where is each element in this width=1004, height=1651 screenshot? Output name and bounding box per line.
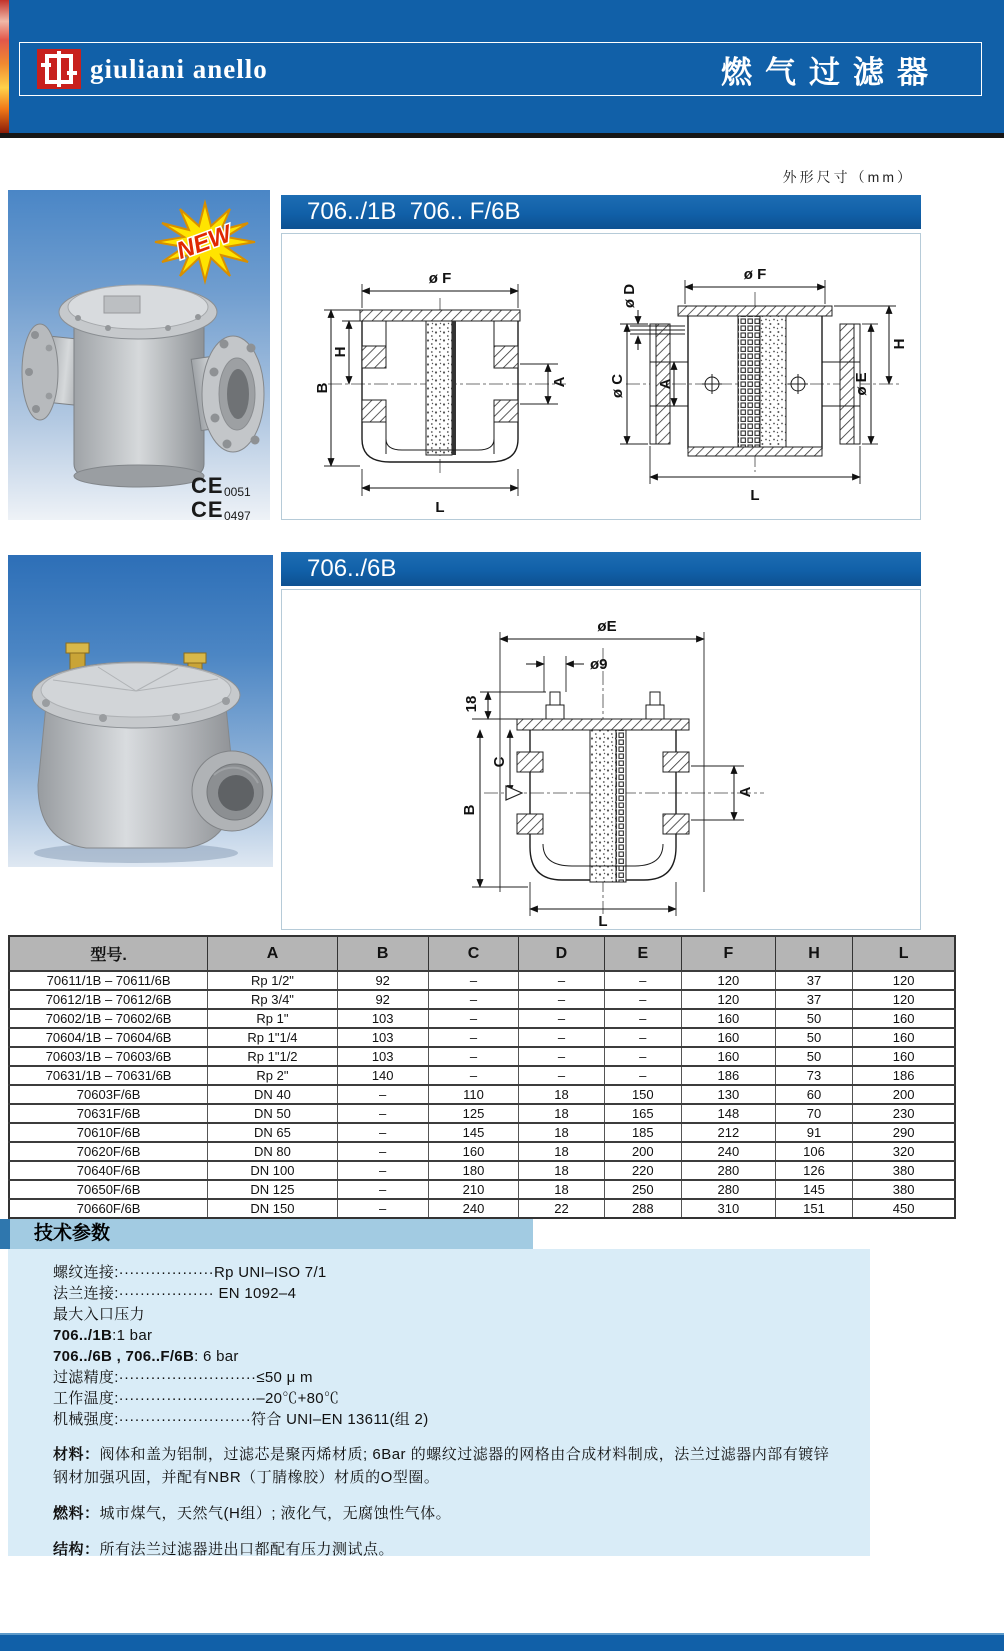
ce-code-2: 0497 [224, 509, 251, 520]
table-row [9, 1104, 955, 1123]
table-row [9, 1085, 955, 1104]
tech-paragraphs [53, 1443, 850, 1561]
cell: – [428, 990, 519, 1009]
section-title-1 [281, 195, 921, 229]
cell: 160 [682, 1028, 776, 1047]
spec-line: 工作温度:··························–20℃+80℃ [53, 1390, 340, 1407]
cell: – [337, 1199, 428, 1218]
brand-name: giuliani anello [90, 53, 268, 84]
ce-icon: CE [191, 497, 224, 520]
cell: 70631/1B – 70631/6B [9, 1066, 208, 1085]
cell: Rp 1"1/2 [208, 1047, 338, 1066]
column-header: H [775, 936, 853, 971]
cell: 37 [775, 990, 853, 1009]
ce-marks [191, 473, 251, 520]
cell: 22 [519, 1199, 604, 1218]
cell: – [428, 1028, 519, 1047]
cell: 380 [853, 1161, 955, 1180]
new-badge-label: NEW [173, 220, 236, 265]
cell: 160 [428, 1142, 519, 1161]
cell: 103 [337, 1028, 428, 1047]
section-title-2 [281, 552, 921, 586]
dim-label: L [750, 487, 760, 504]
dim-label: B [461, 804, 478, 816]
cell: – [337, 1142, 428, 1161]
dim-label: B [314, 382, 331, 394]
dim-label: ø F [743, 266, 767, 283]
cell: – [519, 1066, 604, 1085]
cell: 18 [519, 1104, 604, 1123]
column-header: E [604, 936, 682, 971]
cell: 145 [428, 1123, 519, 1142]
cell: – [428, 1047, 519, 1066]
cell: Rp 1" [208, 1009, 338, 1028]
cell: 50 [775, 1047, 853, 1066]
cell: 70631F/6B [9, 1104, 208, 1123]
brand-logo-icon [37, 49, 81, 89]
column-header: B [337, 936, 428, 971]
product-photo-threaded [8, 555, 273, 867]
cell: 37 [775, 971, 853, 990]
dim-label: ø D [621, 283, 638, 309]
cell: – [337, 1085, 428, 1104]
cell: 212 [682, 1123, 776, 1142]
cell: 210 [428, 1180, 519, 1199]
cell: 70650F/6B [9, 1180, 208, 1199]
dim-label: H [891, 338, 908, 350]
cell: 70 [775, 1104, 853, 1123]
drawing-threaded-filter [290, 234, 590, 519]
dimension-note: 外形尺寸（mm） [782, 169, 914, 185]
table-row [9, 1142, 955, 1161]
cell: 70603/1B – 70603/6B [9, 1047, 208, 1066]
cell: 145 [775, 1180, 853, 1199]
cell: 320 [853, 1142, 955, 1161]
cell: – [519, 990, 604, 1009]
dim-label: A [657, 378, 674, 390]
cell: – [519, 1047, 604, 1066]
cell: 120 [853, 971, 955, 990]
cell: – [428, 1066, 519, 1085]
column-header: L [853, 936, 955, 971]
dim-label: øE [597, 618, 617, 635]
cell: 60 [775, 1085, 853, 1104]
cell: 186 [853, 1066, 955, 1085]
spec-line: 706../6B , 706..F/6B: 6 bar [53, 1348, 239, 1365]
table-row [9, 1066, 955, 1085]
cell: – [337, 1104, 428, 1123]
cell: 140 [337, 1066, 428, 1085]
cell: 280 [682, 1161, 776, 1180]
tech-paragraph: 材料：阀体和盖为铝制，过滤芯是聚丙烯材质; 6Bar 的螺纹过滤器的网格由合成材料制成，法兰过滤器内部有镀锌钢材加强巩固，并配有NBR（丁腈橡胶）材质的O型圈。 [53, 1446, 830, 1486]
cell: 73 [775, 1066, 853, 1085]
table-row [9, 1047, 955, 1066]
cell: Rp 3/4" [208, 990, 338, 1009]
cell: 185 [604, 1123, 682, 1142]
table-row [9, 1028, 955, 1047]
table-row [9, 1199, 955, 1218]
cell: 120 [682, 990, 776, 1009]
dim-label: L [435, 499, 445, 516]
cell: 160 [853, 1009, 955, 1028]
product-photo-flanged [8, 190, 270, 520]
tech-section-title: 技术参数 [10, 1219, 533, 1249]
cell: 120 [853, 990, 955, 1009]
cell: 380 [853, 1180, 955, 1199]
dim-label: ø9 [590, 656, 608, 673]
cell: 200 [853, 1085, 955, 1104]
cell: 50 [775, 1028, 853, 1047]
cell: – [604, 1028, 682, 1047]
cell: – [604, 971, 682, 990]
cell: 160 [853, 1028, 955, 1047]
cell: 92 [337, 990, 428, 1009]
cell: DN 125 [208, 1180, 338, 1199]
cell: 110 [428, 1085, 519, 1104]
column-header: C [428, 936, 519, 971]
cell: DN 100 [208, 1161, 338, 1180]
cell: 18 [519, 1142, 604, 1161]
cell: 70611/1B – 70611/6B [9, 971, 208, 990]
table-header-row [9, 936, 955, 971]
cell: Rp 1/2" [208, 971, 338, 990]
cell: 70620F/6B [9, 1142, 208, 1161]
spec-line: 法兰连接:·················· EN 1092–4 [53, 1285, 297, 1302]
drawing-flanged-filter [600, 234, 912, 519]
spec-line: 最大入口压力 [53, 1306, 145, 1323]
dim-label: C [491, 756, 508, 768]
cell: 18 [519, 1161, 604, 1180]
cell: 250 [604, 1180, 682, 1199]
dim-label: A [737, 786, 754, 798]
tech-paragraph: 结构：所有法兰过滤器进出口都配有压力测试点。 [53, 1541, 395, 1558]
table-row [9, 990, 955, 1009]
flame-strip [0, 0, 9, 133]
cell: – [519, 1028, 604, 1047]
cell: 91 [775, 1123, 853, 1142]
cell: – [519, 1009, 604, 1028]
cell: – [428, 971, 519, 990]
dim-label: ø E [853, 372, 870, 396]
cell: Rp 2" [208, 1066, 338, 1085]
cell: 230 [853, 1104, 955, 1123]
cell: 50 [775, 1009, 853, 1028]
cell: – [604, 1066, 682, 1085]
column-header: A [208, 936, 338, 971]
header-divider [0, 133, 1004, 138]
spec-line: 螺纹连接:··················Rp UNI–ISO 7/1 [53, 1264, 327, 1281]
cell: 151 [775, 1199, 853, 1218]
spec-line: 过滤精度:··························≤50 μ m [53, 1369, 313, 1386]
column-header: D [519, 936, 604, 971]
cell: 70602/1B – 70602/6B [9, 1009, 208, 1028]
table-row [9, 1009, 955, 1028]
dim-label: A [551, 376, 568, 388]
cell: – [337, 1180, 428, 1199]
drawing-threaded-6b [422, 592, 782, 928]
spec-line: 706../1B:1 bar [53, 1327, 153, 1344]
cell: 148 [682, 1104, 776, 1123]
cell: – [604, 1047, 682, 1066]
tech-section-body [8, 1249, 870, 1556]
cell: 120 [682, 971, 776, 990]
dimensions-table [8, 935, 956, 1219]
cell: 310 [682, 1199, 776, 1218]
cell: 125 [428, 1104, 519, 1123]
cell: – [337, 1123, 428, 1142]
table-row [9, 971, 955, 990]
cell: 18 [519, 1085, 604, 1104]
ce-icon: CE [191, 473, 224, 498]
cell: 70640F/6B [9, 1161, 208, 1180]
dim-label: ø F [428, 270, 452, 287]
tech-paragraph: 燃料：城市煤气，天然气(H组）; 液化气，无腐蚀性气体。 [53, 1505, 452, 1522]
cell: 220 [604, 1161, 682, 1180]
cell: 160 [682, 1009, 776, 1028]
cell: 126 [775, 1161, 853, 1180]
cell: 240 [428, 1199, 519, 1218]
cell: 240 [682, 1142, 776, 1161]
cell: 165 [604, 1104, 682, 1123]
drawing-box-1 [281, 233, 921, 520]
spec-table-body [9, 971, 955, 1218]
cell: – [604, 1009, 682, 1028]
cell: 288 [604, 1199, 682, 1218]
cell: – [519, 971, 604, 990]
flanged-filter-image [8, 190, 270, 520]
header-box [19, 42, 982, 96]
table-row [9, 1123, 955, 1142]
cell: DN 65 [208, 1123, 338, 1142]
column-header: F [682, 936, 776, 971]
cell: 18 [519, 1180, 604, 1199]
section-title-1-label: 706../1B 706.. F/6B [307, 198, 521, 225]
table-row [9, 1180, 955, 1199]
spec-line: 机械强度:·························符合 UNI–EN 13611(组 2) [53, 1411, 429, 1428]
cell: DN 80 [208, 1142, 338, 1161]
cell: 280 [682, 1180, 776, 1199]
cell: 130 [682, 1085, 776, 1104]
column-header: 型号. [9, 936, 208, 971]
spec-lines [53, 1262, 850, 1430]
footer-bar [0, 1633, 1004, 1651]
cell: – [428, 1009, 519, 1028]
cell: 186 [682, 1066, 776, 1085]
cell: – [604, 990, 682, 1009]
dim-label: H [332, 346, 349, 358]
cell: DN 50 [208, 1104, 338, 1123]
cell: 290 [853, 1123, 955, 1142]
cell: 70610F/6B [9, 1123, 208, 1142]
cell: 450 [853, 1199, 955, 1218]
cell: – [337, 1161, 428, 1180]
dim-label: ø C [609, 373, 626, 399]
header-band [9, 0, 1004, 133]
section-title-2-label: 706../6B [307, 555, 397, 582]
cell: 70603F/6B [9, 1085, 208, 1104]
cell: 92 [337, 971, 428, 990]
cell: 70660F/6B [9, 1199, 208, 1218]
cell: DN 40 [208, 1085, 338, 1104]
new-badge [155, 203, 255, 281]
page-title: 燃气过滤器 [721, 54, 941, 90]
tech-title-accent [0, 1219, 10, 1249]
table-row [9, 1161, 955, 1180]
cell: 106 [775, 1142, 853, 1161]
threaded-filter-image [8, 555, 273, 867]
cell: 103 [337, 1047, 428, 1066]
dim-label: L [598, 913, 608, 928]
cell: 160 [853, 1047, 955, 1066]
cell: 160 [682, 1047, 776, 1066]
cell: 150 [604, 1085, 682, 1104]
drawing-box-2 [281, 589, 921, 930]
cell: 70604/1B – 70604/6B [9, 1028, 208, 1047]
dim-label: 18 [463, 695, 480, 713]
ce-code-1: 0051 [224, 485, 251, 499]
cell: Rp 1"1/4 [208, 1028, 338, 1047]
cell: 180 [428, 1161, 519, 1180]
cell: 70612/1B – 70612/6B [9, 990, 208, 1009]
cell: 18 [519, 1123, 604, 1142]
cell: DN 150 [208, 1199, 338, 1218]
cell: 200 [604, 1142, 682, 1161]
cell: 103 [337, 1009, 428, 1028]
